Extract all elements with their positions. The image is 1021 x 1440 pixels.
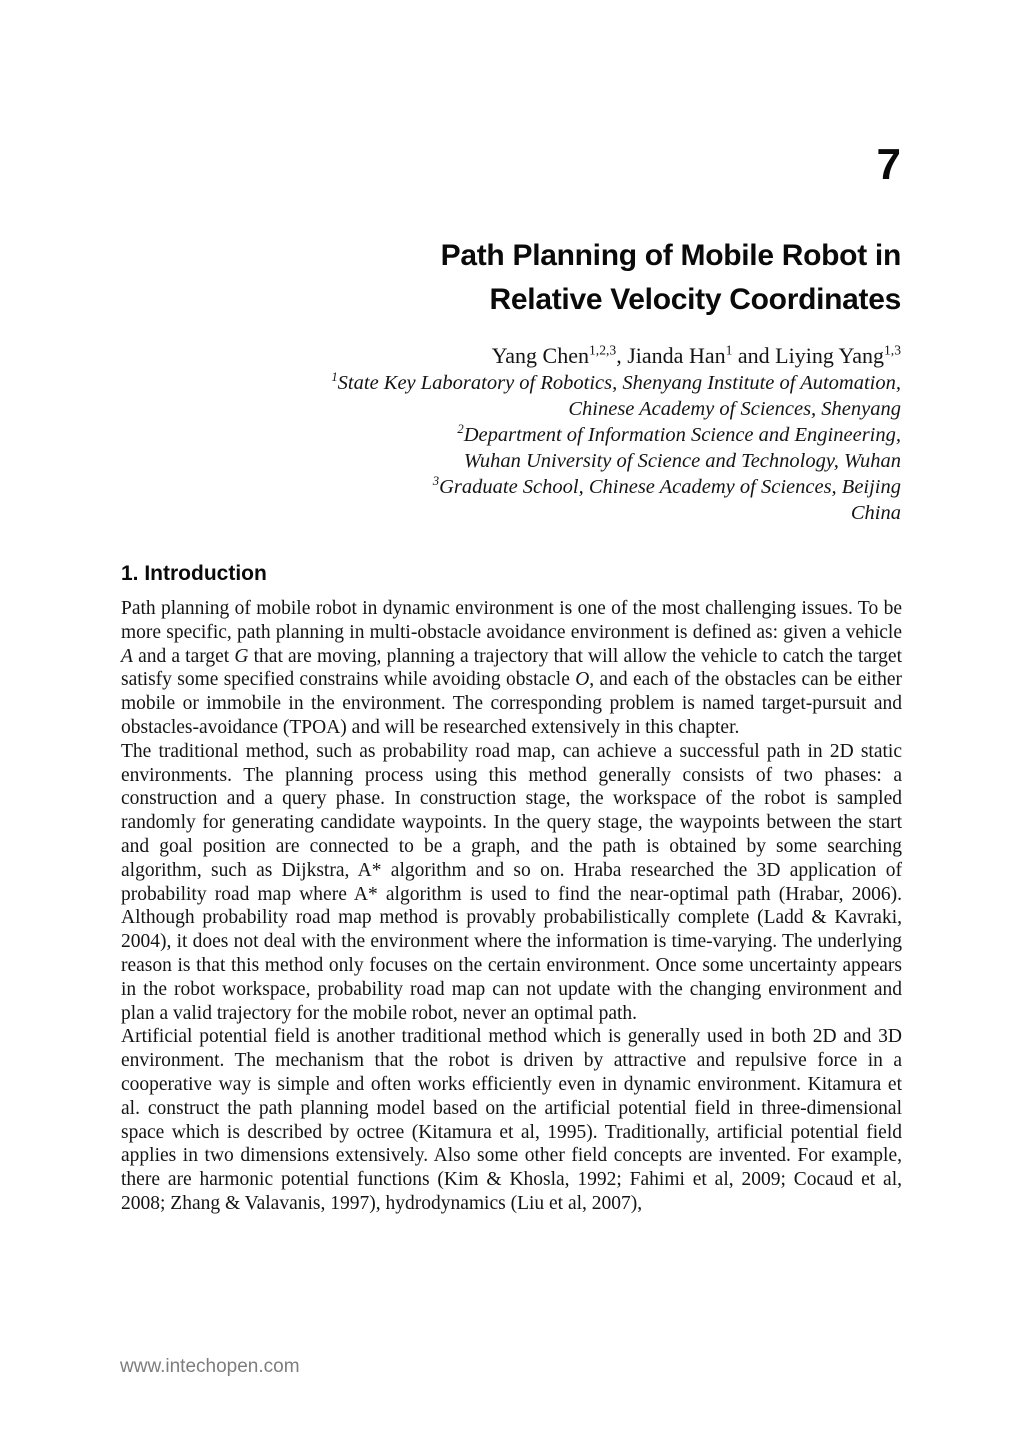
affiliation-line-3: $^2$Department of Information Science and Engineering, bbox=[457, 422, 901, 446]
section-heading-introduction: 1. Introduction bbox=[121, 562, 267, 585]
chapter-title-line-2: Relative Velocity Coordinates bbox=[489, 283, 901, 316]
author-block bbox=[331, 341, 901, 526]
paragraph-2: The traditional method, such as probability road map, can achieve a successful path in 2D static environments. The planning process using this method generally consists of two phases: a construction and a query phase. In construction stage, the workspace of the robot is sampled randomly for generating candidate waypoints. In the query stage, the waypoints between the start and goal position are connected to be a graph, and the path is obtained by some searching algorithm, such as Dijkstra, A* algorithm and so on. Hraba researched the 3D application of probability road map where A* algorithm is used to find the near-optimal path (Hrabar, 2006). Although probability road map method is provably probabilistically complete (Ladd & Kavraki, 2004), it does not deal with the environment where the information is time-varying. The underlying reason is that this method only focuses on the certain environment. Once some uncertainty appears in the robot workspace, probability road map can not update with the changing environment and plan a valid trajectory for the mobile robot, never an optimal path. bbox=[121, 740, 902, 1024]
paragraph-3: Artificial potential field is another traditional method which is generally used in both 2D and 3D environment. The mechanism that the robot is driven by attractive and repulsive force in a cooperative way is simple and often works efficiently even in dynamic environment. Kitamura et al. construct the path planning model based on the artificial potential field in three-dimensional space which is described by octree (Kitamura et al, 1995). Traditionally, artificial potential field applies in two dimensions extensively. Also some other field concepts are invented. For example, there are harmonic potential functions (Kim & Khosla, 1992; Fahimi et al, 2009; Cocaud et al, 2008; Zhang & Valavanis, 1997), hydrodynamics (Liu et al, 2007), bbox=[121, 1026, 902, 1214]
chapter-number: 7 bbox=[876, 140, 901, 189]
affiliation-line-6: China bbox=[850, 502, 901, 524]
paragraph-1: Path planning of mobile robot in dynamic environment is one of the most challenging issues. To be more specific, path planning in multi-obstacle avoidance environment is defined as: given a vehicle A and a target G that are moving, planning a trajectory that will allow the vehicle to catch the target satisfy some specified constrains while avoiding obstacle O, and each of the obstacles can be either mobile or immobile in the environment. The corresponding problem is named target-pursuit and obstacles-avoidance (TPOA) and will be researched extensively in this chapter. bbox=[121, 598, 902, 738]
author-names: Yang Chen$^{1,2,3}$, Jianda Han$^1$ and Liying Yang$^{1,3}$ bbox=[491, 342, 901, 368]
affiliation-line-4: Wuhan University of Science and Technology, Wuhan bbox=[463, 450, 901, 472]
chapter-title bbox=[441, 234, 901, 322]
affiliation-line-1: $^1$State Key Laboratory of Robotics, Shenyang Institute of Automation, bbox=[331, 370, 901, 394]
footer-url: www.intechopen.com bbox=[120, 1356, 300, 1377]
affiliation-line-2: Chinese Academy of Sciences, Shenyang bbox=[568, 398, 901, 420]
chapter-title-line-1: Path Planning of Mobile Robot in bbox=[440, 239, 901, 272]
affiliation-line-5: $^3$Graduate School, Chinese Academy of Sciences, Beijing bbox=[432, 474, 901, 498]
body-text bbox=[121, 597, 902, 1216]
